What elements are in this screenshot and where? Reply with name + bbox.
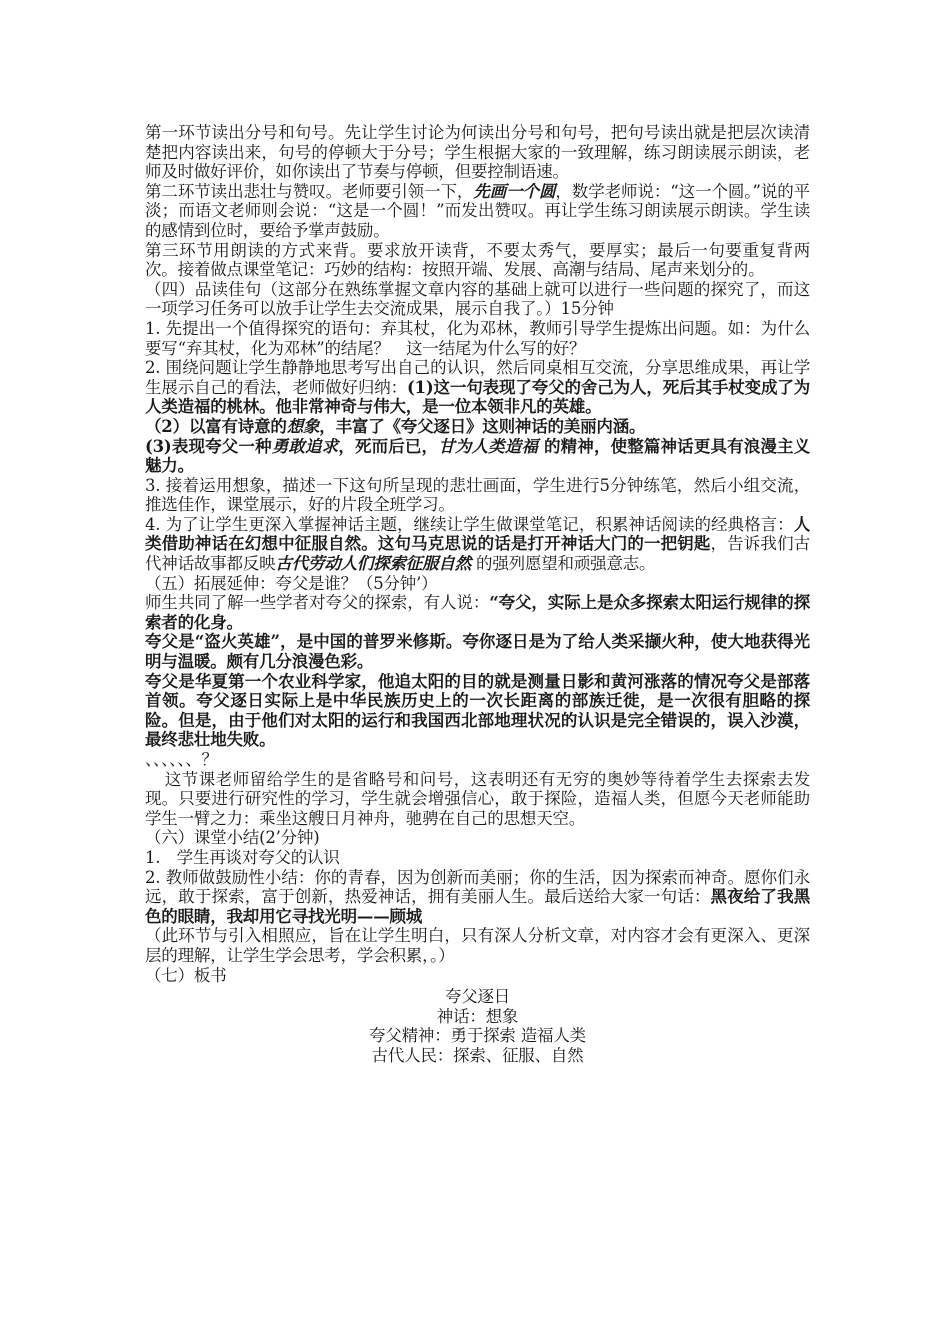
section-seven-heading: （七）板书 — [145, 965, 227, 985]
board-title: 夸父逐日 — [444, 987, 511, 1007]
section-four-heading: （四）品读佳句（这部分在熟练掌握文章内容的基础上就可以进行一些问题的探究了，而这一项学习任务可以放手让学生去交流成果，展示自我了。）15分钟 — [145, 279, 810, 319]
marx-quote: 人类借助神话在幻想中征服自然。这句马克思说的话是打开神话大门的一把钥匙 — [145, 514, 810, 554]
emphasis-imagination: 想象 — [286, 416, 320, 436]
paragraph-echo-note: （此环节与引入相照应，旨在让学生明白，只有深人分析文章，对内容才会有更深入、更深层的理解，让学生学会思考，学会积累，。） — [145, 926, 810, 965]
paragraph-question-four — [145, 515, 810, 574]
summary-point-three — [145, 437, 810, 476]
emphasis-benefit-mankind: 甘为人类造福 — [438, 436, 539, 456]
summary-point-one: (1)这一句表现了夸父的舍己为人，死后其手杖变成了为人类造福的桃林。他非常神奇与伟大，是一位本领非凡的英雄。 — [145, 377, 810, 417]
emphasis-ancient-people: 古代劳动人们探索征服自然 — [275, 554, 472, 574]
ellipsis-question: 、、、、、、？ — [145, 750, 218, 769]
paragraph-question-three: 3. 接着运用想象，描述一下这句所呈现的悲壮画面，学生进行5分钟练笔，然后小组交流，推选佳作，课堂展示，好的片段全班学习。 — [145, 475, 810, 515]
view-fire-hero: 夸父是“盗火英雄”，是中国的普罗米修斯。夸你逐日是为了给人类采撷火种，使大地获得光明与温暖。颇有几分浪漫色彩。 — [145, 632, 810, 672]
text-run: 的精神，使整篇神话更具有浪漫主义魅力。 — [145, 436, 810, 476]
section-five-heading: （五）拓展延伸：夸父是谁？（5分钟’） — [145, 573, 438, 593]
lesson-plan-body — [145, 123, 810, 1066]
text-run: ，数学老师说：“这一个圆。”说的平淡；而语文老师则会说：“这是一个圆！”而发出赞叹。再让学生练习朗读展示朗读。学生读的感情到位时，要给予掌声鼓励。 — [145, 181, 810, 240]
text-run: 2. 教师做鼓励性小结：你的青春，因为创新而美丽；你的生活，因为探索而神奇。愿你们永远，敢于探索，富于创新，热爱神话，拥有美丽人生。最后送给大家一句话： — [145, 867, 810, 907]
text-run: 2. 围绕问题让学生静静地思考写出自己的认识，然后同桌相互交流，分享思维成果，再让学生展示自己的看法，老师做好归纳： — [145, 358, 810, 397]
text-run: （2）以富有诗意的 — [145, 416, 287, 436]
board-line-spirit: 夸父精神：勇于探索 造福人类 — [369, 1026, 586, 1046]
board-line-people: 古代人民：探索、征服、自然 — [371, 1045, 584, 1065]
view-agriculture-scientist: 夸父是华夏第一个农业科学家，他追太阳的目的就是测量日影和黄河涨落的情况夸父是部落首领。夸父逐日实际上是中华民族历史上的一次长距离的部族迁徙，是一次很有胆略的探险。但是，由于他们对太阳的运行和我国西北部地理状况的认识是完全错误的，误入沙漠，最终悲壮地失败。 — [145, 671, 810, 750]
emphasis-brave-pursuit: 勇敢追求 — [271, 436, 339, 456]
summary-point-two — [145, 417, 810, 437]
paragraph-step-two — [145, 182, 810, 241]
gu-cheng-quote: 黑夜给了我黑色的眼睛，我却用它寻找光明——顾城 — [145, 887, 810, 926]
paragraph-step-one: 第一环节读出分号和句号。先让学生讨论为何读出分号和句号，把句号读出就是把层次读清楚把内容读出来，句号的停顿大于分号；学生根据大家的一致理解，练习朗读展示朗读，老师及时做好评价，如你读出了节奏与停顿，但要控制语速。 — [145, 123, 810, 182]
text-run: ，丰富了《夸父逐日》这则神话的美丽内涵。 — [319, 416, 646, 436]
text-run: ，告诉我们古代神话故事都反映 — [145, 534, 810, 574]
text-run: ，死而后已， — [338, 436, 439, 456]
text-run: 4. 为了让学生更深入掌握神话主题，继续让学生做课堂笔记，积累神话阅读的经典格言： — [145, 514, 794, 534]
paragraph-closing-thought: 这节课老师留给学生的是省略号和问号，这表明还有无穷的奥妙等待着学生去探索去发现。只要进行研究性的学习，学生就会增强信心，敢于探险，造福人类，但愿今天老师能助学生一臂之力：乘坐这艘日月神舟，驰骋在自己的思想天空。 — [145, 769, 810, 828]
text-run: 第二环节读出悲壮与赞叹。老师要引领一下， — [145, 181, 474, 201]
paragraph-question-two — [145, 358, 810, 417]
summary-item-one: 1. 学生再谈对夸父的认识 — [145, 847, 340, 867]
summary-item-two — [145, 868, 810, 927]
text-run: 师生共同了解一些学者对夸父的探索，有人说： — [145, 593, 490, 613]
paragraph-scholar-views — [145, 593, 810, 632]
paragraph-question-one: 1. 先提出一个值得探究的语句：弃其杖，化为邓林，教师引导学生提炼出问题。如：为什么要写“弃其杖，化为邓林”的结尾？ 这一结尾为什么写的好？ — [145, 318, 810, 358]
emphasis-draw-circle: 先画一个圆 — [473, 181, 556, 201]
section-six-heading: （六）课堂小结(2’分钟) — [145, 828, 320, 848]
text-run: 的强列愿望和顽强意志。 — [471, 554, 656, 574]
text-run: (3)表现夸父一种 — [145, 436, 272, 456]
blackboard-outline — [145, 987, 810, 1065]
paragraph-step-three: 第三环节用朗读的方式来背。要求放开读背，不要太秀气，要厚实；最后一句要重复背两次。接着做点课堂笔记：巧妙的结构：按照开端、发展、高潮与结局、尾声来划分的。 — [145, 240, 810, 280]
view-explorer: “夸父，实际上是众多探索太阳运行规律的探索者的化身。 — [145, 593, 810, 632]
board-line-myth: 神话：想象 — [436, 1006, 519, 1026]
